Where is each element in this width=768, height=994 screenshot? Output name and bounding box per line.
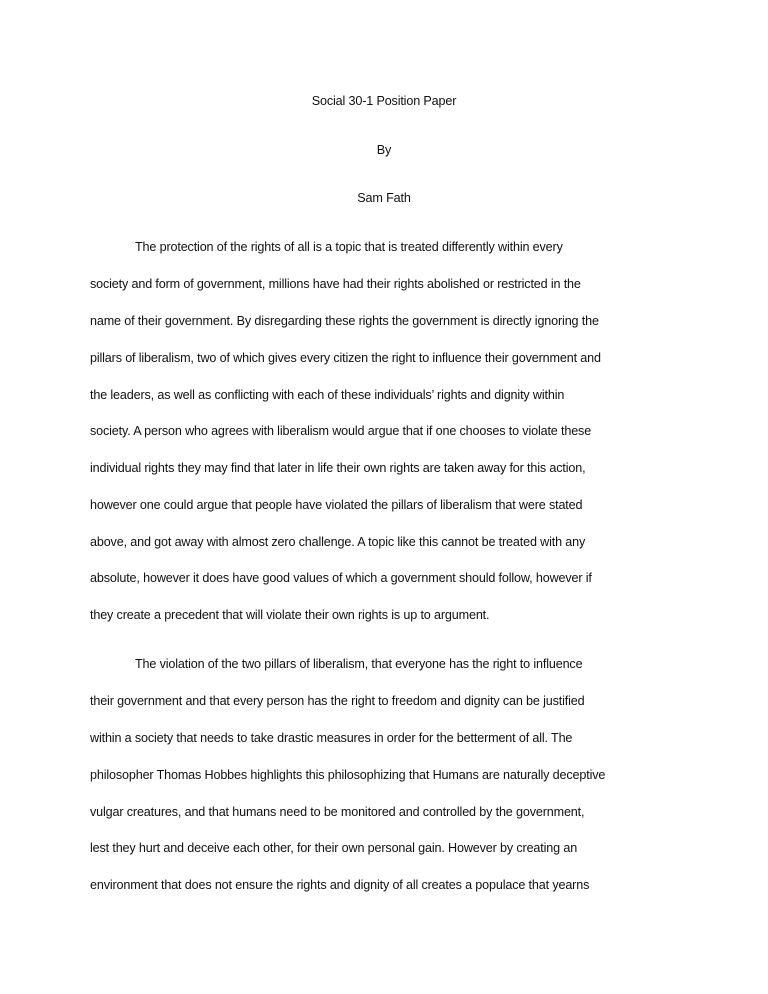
paragraph-line: above, and got away with almost zero challenge. A topic like this cannot be treated with any xyxy=(90,535,586,549)
paragraph-line: lest they hurt and deceive each other, for their own personal gain. However by creating an xyxy=(90,841,578,855)
document-title: Social 30-1 Position Paper xyxy=(311,94,457,108)
paragraph-line: philosopher Thomas Hobbes highlights this philosophizing that Humans are naturally deceptive xyxy=(90,768,606,782)
paragraph-line: however one could argue that people have violated the pillars of liberalism that were stated xyxy=(90,498,583,512)
paragraph-line: vulgar creatures, and that humans need to be monitored and controlled by the government, xyxy=(90,805,585,819)
paragraph-line: their government and that every person has the right to freedom and dignity can be justified xyxy=(90,694,585,708)
paragraph-line: society and form of government, millions have had their rights abolished or restricted in the xyxy=(90,277,581,291)
paragraph-line: pillars of liberalism, two of which gives every citizen the right to influence their government and xyxy=(90,351,601,365)
paragraph-line: individual rights they may find that later in life their own rights are taken away for this action, xyxy=(90,461,586,475)
paragraph-line: absolute, however it does have good values of which a government should follow, however if xyxy=(90,571,592,585)
paragraph-line: society. A person who agrees with liberalism would argue that if one chooses to violate these xyxy=(90,424,592,438)
byline-label: By xyxy=(376,143,392,157)
paragraph-line: they create a precedent that will violate their own rights is up to argument. xyxy=(90,608,490,622)
paragraph-line: The protection of the rights of all is a topic that is treated differently within every xyxy=(135,240,563,254)
paragraph-line: environment that does not ensure the rights and dignity of all creates a populace that yearns xyxy=(90,878,590,892)
paragraph-line: the leaders, as well as conflicting with each of these individuals’ rights and dignity within xyxy=(90,388,565,402)
paragraph-line: within a society that needs to take drastic measures in order for the betterment of all. The xyxy=(90,731,573,745)
author-name: Sam Fath xyxy=(357,191,411,205)
paragraph-line: name of their government. By disregarding these rights the government is directly ignoring the xyxy=(90,314,599,328)
paragraph-line: The violation of the two pillars of liberalism, that everyone has the right to influence xyxy=(135,657,583,671)
